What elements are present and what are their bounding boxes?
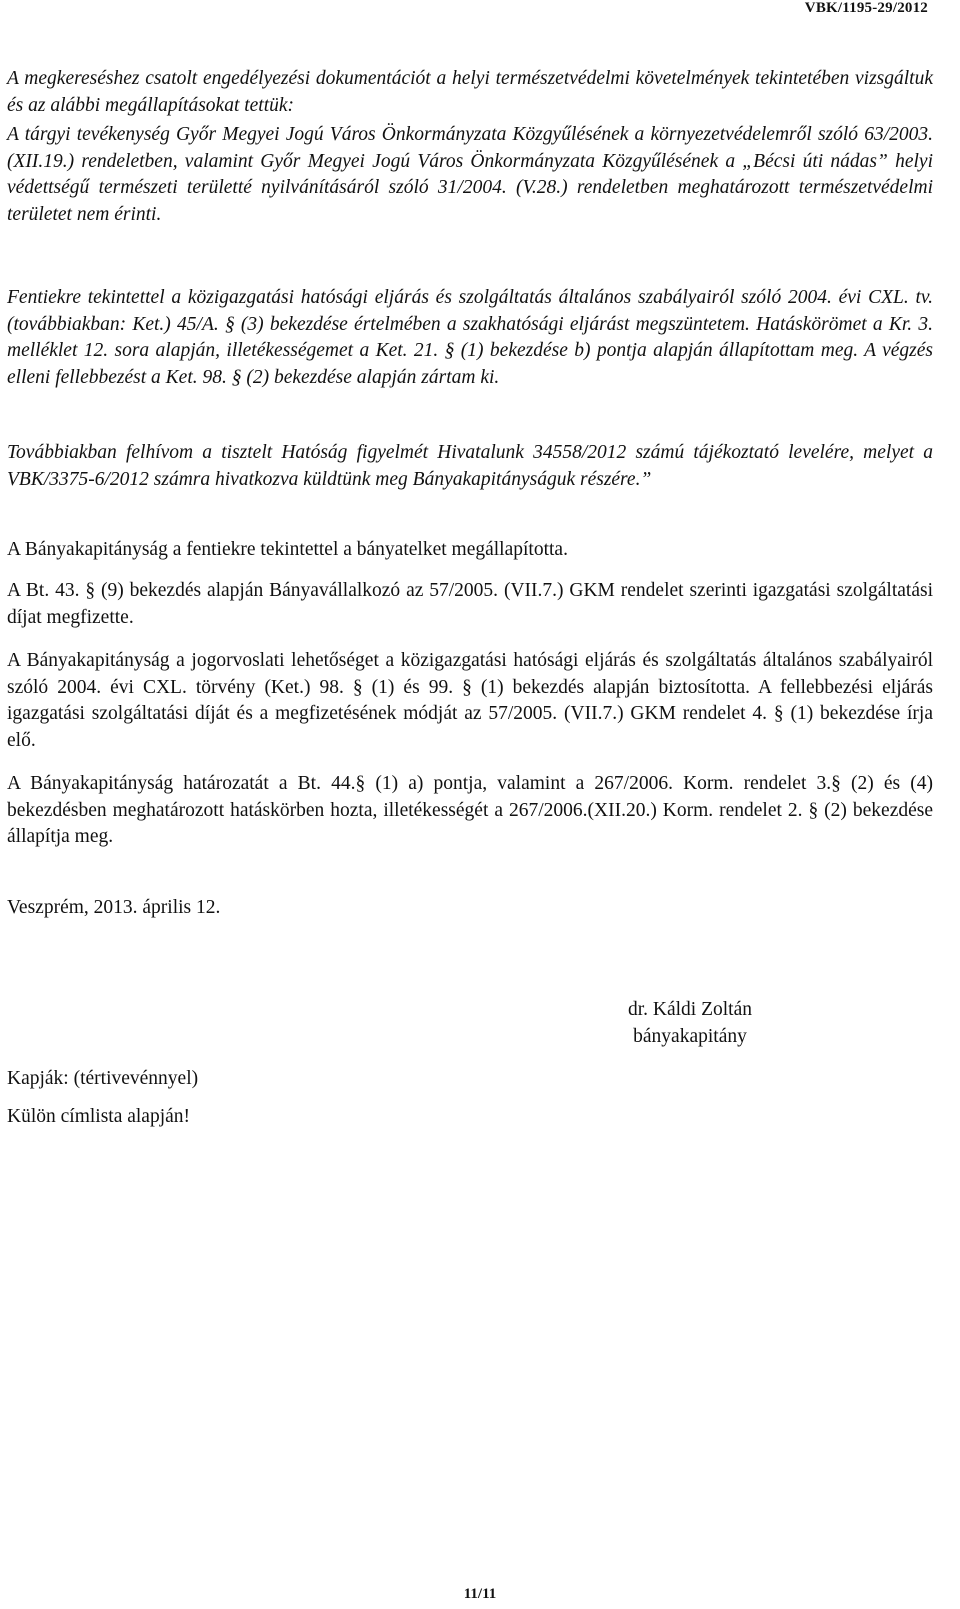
paragraph-findings (7, 122, 933, 228)
paragraph-text: Továbbiakban felhívom a tisztelt Hatóság figyelmét Hivatalunk 34558/2012 számú tájékoztató levelére, melyet a VBK/3375-6/2012 számra hivatkozva küldtünk meg Bányakapitányságuk részére.” (7, 442, 933, 490)
paragraph-decision (7, 285, 933, 391)
paragraph-fee (7, 578, 933, 631)
distribution-line-1: Kapják: (tértivevénnyel) (7, 1068, 199, 1089)
paragraph-notice (7, 440, 933, 493)
paragraph-text: A tárgyi tevékenység Győr Megyei Jogú Város Önkormányzata Közgyűlésének a környezetvédelemről szóló 63/2003. (XII.19.) rendeletben, valamint Győr Megyei Jogú Város Önkormányzata Közgyűlésének a „Bécsi úti nádas” helyi védettségű természeti területté nyilvánításáról szóló 31/2004. (V.28.) rendeletben meghatározott természetvédelmi területet nem érinti. (7, 124, 933, 225)
paragraph-intro (7, 66, 933, 119)
place-date: Veszprém, 2013. április 12. (7, 897, 221, 918)
paragraph-text: A Bányakapitányság a fentiekre tekintettel a bányatelket megállapította. (7, 539, 568, 560)
paragraph-text: A Bányakapitányság a jogorvoslati lehetőséget a közigazgatási hatósági eljárás és szolgáltatás általános szabályairól szóló 2004. évi CXL. törvény (Ket.) 98. § (1) és 99. § (1) bekezdés alapján biztosította. A fellebbezési eljárás igazgatási szolgáltatási díját és a megfizetésének módját az 57/2005. (VII.7.) GKM rendelet 4. § (1) bekezdése írja elő. (7, 650, 933, 751)
page-number: 11/11 (463, 1586, 497, 1602)
signatory-name: dr. Káldi Zoltán (627, 999, 753, 1020)
paragraph-competence (7, 771, 933, 851)
paragraph-text: A Bányakapitányság határozatát a Bt. 44.§ (1) a) pontja, valamint a 267/2006. Korm. rendelet 3.§ (2) és (4) bekezdésben meghatározott hatáskörben hozta, illetékességét a 267/2006.(XII.20.) Korm. rendelet 2. § (2) bekezdése állapítja meg. (7, 773, 933, 847)
paragraph-mining-plot (7, 537, 933, 564)
document-reference: VBK/1195-29/2012 (804, 0, 928, 16)
paragraph-text: A Bt. 43. § (9) bekezdés alapján Bányavállalkozó az 57/2005. (VII.7.) GKM rendelet szerinti igazgatási szolgáltatási díjat megfizette. (7, 580, 933, 628)
signatory-title: bányakapitány (633, 1026, 747, 1047)
signature-block (600, 996, 780, 1050)
paragraph-text: A megkereséshez csatolt engedélyezési dokumentációt a helyi természetvédelmi követelmények tekintetében vizsgáltuk és az alábbi megállapításokat tettük: (7, 68, 933, 116)
paragraph-text: Fentiekre tekintettel a közigazgatási hatósági eljárás és szolgáltatás általános szabályairól szóló 2004. évi CXL. tv. (továbbiakban: Ket.) 45/A. § (3) bekezdése értelmében a szakhatósági eljárást megszüntetem. Hatáskörömet a Kr. 3. melléklet 12. sora alapján, illetékességemet a Ket. 21. § (1) bekezdése b) pontja alapján állapítottam meg. A végzés elleni fellebbezést a Ket. 98. § (2) bekezdése alapján zártam ki. (7, 287, 933, 388)
paragraph-legal-remedy (7, 648, 933, 754)
distribution-line-2: Külön címlista alapján! (7, 1106, 191, 1127)
